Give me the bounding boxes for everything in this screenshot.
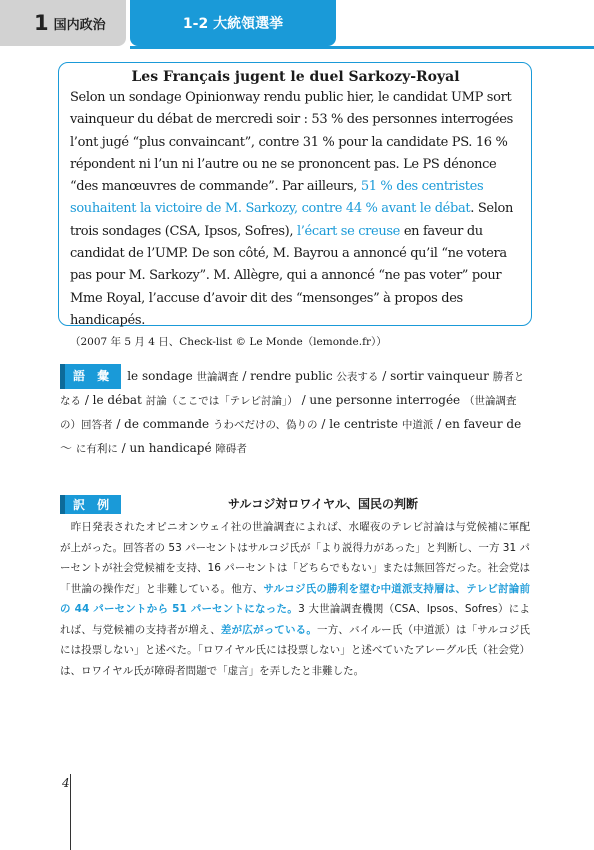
article-text-2: . Selon trois sondages (CSA, Ipsos, Sofres), bbox=[70, 201, 514, 239]
vocab-term: le débat bbox=[92, 393, 142, 407]
article-citation: （2007 年 5 月 4 日、Check-list © Le Monde（lemonde.fr）） bbox=[70, 336, 387, 349]
vocab-term: une personne interrogée bbox=[309, 393, 461, 407]
vocab-term: rendre public bbox=[250, 369, 333, 383]
article-text-1: Selon un sondage Opinionway rendu public hier, le candidat UMP sort vainqueur du débat de mercredi soir : 53 % des personnes interrogées l’ont jugé “plus convaincant”, contre 31 % pour la candidate PS. 16 % répondent ni l’un ni l’autre ou ne se prononcent pas. Le PS dénonce “des manœuvres de commande”. Par ailleurs, bbox=[70, 90, 513, 195]
vocab-meaning: （世論調査の）回答者 bbox=[60, 395, 517, 431]
vocab-term: sortir vainqueur bbox=[390, 369, 489, 383]
translation-title: サルコジ対ロワイヤル、国民の判断 bbox=[228, 497, 418, 511]
chapter-label: 国内政治 bbox=[53, 17, 106, 33]
vocab-meaning: 勝者となる bbox=[60, 371, 525, 407]
vocab-term: le centriste bbox=[329, 417, 399, 431]
translation-highlight-2: 差が広がっている。 bbox=[220, 623, 318, 636]
page-number: 4 bbox=[62, 776, 70, 790]
article-body bbox=[70, 87, 521, 332]
chapter-tab bbox=[0, 0, 126, 46]
vocab-term: de commande bbox=[124, 417, 210, 431]
section-tab: 1-2 大統領選挙 bbox=[130, 0, 336, 46]
article-box bbox=[58, 62, 532, 349]
header-divider bbox=[130, 46, 594, 49]
vocab-meaning: 討論（ここでは「テレビ討論」） bbox=[145, 395, 298, 407]
article-text-3: en faveur du candidat de l’UMP. De son côté, M. Bayrou a annoncé qu’il “ne votera pas pour M. Sarkozy”. M. Allègre, qui a annoncé “ne pas voter” pour Mme Royal, l’accuse d’avoir dit des “mensonges” à propos des handicapés. bbox=[70, 223, 507, 328]
translation-body bbox=[60, 517, 530, 681]
vocab-meaning: 障碍者 bbox=[215, 443, 247, 455]
translation-text-1: 昨日発表されたオピニオンウェイ社の世論調査によれば、水曜夜のテレビ討論は与党候補に軍配が上がった。回答者の 53 パーセントはサルコジ氏が「より説得力があった」と判断し、一方 31 パーセントが社会党候補を支持、16 パーセントは「どちらでもない」または無回答だった。社会党は「世論の操作だ」と非難している。他方、 bbox=[60, 521, 530, 595]
vocab-term: en faveur de ～ bbox=[60, 417, 522, 455]
vocab-meaning: 世論調査 bbox=[196, 371, 239, 383]
translation-text-2: 3 大世論調査機関（CSA、Ipsos、Sofres）によれば、与党候補の支持者が増え、 bbox=[60, 603, 530, 636]
footer-divider bbox=[70, 774, 71, 850]
vocab-meaning: 中道派 bbox=[401, 419, 434, 431]
vocab-term: un handicapé bbox=[129, 441, 212, 455]
chapter-number: 1 bbox=[34, 11, 49, 35]
translation-label: 訳 例 bbox=[60, 495, 121, 514]
article-highlight-1: 51 % des centristes souhaitent la victoire de M. Sarkozy, contre 44 % avant le débat bbox=[70, 179, 484, 217]
translation-header bbox=[60, 494, 530, 514]
article-highlight-2: l’écart se creuse bbox=[296, 223, 401, 239]
vocab-term: le sondage bbox=[127, 369, 193, 383]
vocab-meaning: うわべだけの、偽りの bbox=[212, 419, 318, 431]
article-title: Les Français jugent le duel Sarkozy-Royal bbox=[131, 69, 460, 85]
vocabulary-label: 語 彙 bbox=[60, 364, 121, 389]
vocab-meaning: 公表する bbox=[336, 371, 379, 383]
translation-text-3: 一方、バイルー氏（中道派）は「サルコジ氏には投票しない」と述べた。「ロワイヤル氏には投票しない」と述べていたアレーグル氏（社会党）は、ロワイヤル氏が障碍者問題で「虚言」を弄したと非難した。 bbox=[60, 623, 531, 677]
vocab-meaning: に有利に bbox=[75, 443, 118, 455]
vocabulary-section bbox=[60, 364, 530, 461]
vocabulary-list: le sondage 世論調査 / rendre public 公表する / sortir vainqueur 勝者となる / le débat 討論（ここでは「テレビ討論」） / une personne interrogée （世論調査の）回答者 / de commande うわべだけの、偽りの / le centriste 中道派 / en faveur de ～ に有利に / un handicapé 障碍者 bbox=[60, 369, 525, 455]
translation-highlight-1: サルコジ氏の勝利を望む中道派支持層は、テレビ討論前の 44 パーセントから 51 パーセントになった。 bbox=[60, 582, 530, 615]
